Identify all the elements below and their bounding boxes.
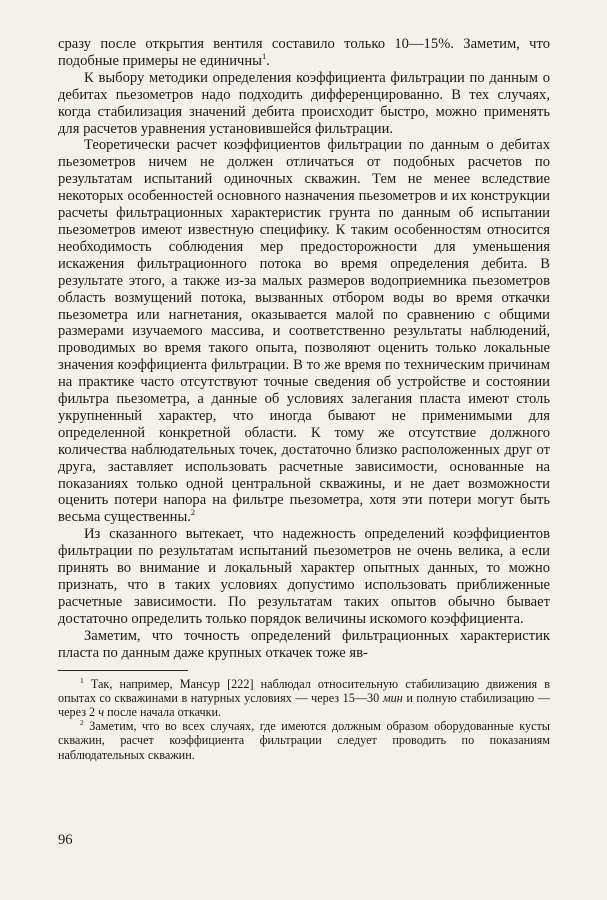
paragraph-5: Заметим, что точность определений фильтрационных характеристик пласта по данным даже крупных откачек тоже яв-	[58, 627, 550, 661]
page-number: 96	[58, 832, 73, 848]
paragraph-3: Теоретически расчет коэффициентов фильтрации по данным о дебитах пьезометров ничем не должен отличаться от подобных расчетов по результатам испытаний одиночных скважин. Тем не менее вследствие некоторых особенностей основного назначения пьезометров и их конструкции расчеты фильтрационных характеристик грунта по данным об испытании пьезометров имеют известную специфику. К таким особенностям относится необходимость соблюдения мер предосторожности для уменьшения искажения фильтрационного потока во время определения дебита. В результате этого, а также из-за малых размеров водоприемника пьезометров область возмущений потока, вызванных отбором воды во время откачки пьезометра или нагнетания, оказывается малой по сравнению с общими размерами изучаемого массива, и соответственно результаты наблюдений, проводимых во время такого опыта, позволяют оценить только локальные значения коэффициента фильтрации. В то же время по техническим причинам на практике часто отсутствуют точные сведения об устройстве и состоянии фильтра пьезометра, а данные об условиях залегания пласта имеют столь укрупненный характер, что иногда бывают не применимыми для определенной конкретной области. К тому же отсутствие должного количества наблюдательных точек, достаточно близко расположенных друг от друга, заставляет использовать расчетные зависимости, основанные на показаниях только одной центральной скважины, и не дает возможности оценить потери напора на фильтре пьезометра, хотя эти потери могут быть весьма существенны.$^2$	[58, 137, 550, 526]
footnote-2: $^2$ Заметим, что во всех случаях, где имеются должным образом оборудованные кусты скважин, расчет коэффициента фильтрации следует проводить по показаниям наблюдательных скважин.	[58, 718, 550, 762]
paragraph-2: К выбору методики определения коэффициента фильтрации по данным о дебитах пьезометров надо подходить дифференцированно. В тех случаях, когда стабилизация значений дебита происходит быстро, можно применять для расчетов уравнения установившейся фильтрации.	[58, 69, 550, 137]
footnote-marker-1: 1	[80, 675, 84, 685]
paragraph-4: Из сказанного вытекает, что надежность определений коэффициентов фильтрации по результатам испытаний пьезометров не очень велика, а если принять во внимание и локальный характер опытных данных, то можно признать, что в таких условиях допустимо использовать приближенные расчетные зависимости. По результатам таких опытов обычно бывает достаточно определить только порядок величины искомого коэффициента.	[58, 526, 550, 627]
paragraph-1: сразу после открытия вентиля составило только 10—15%. Заметим, что подобные примеры не единичны$^1$.	[58, 36, 550, 69]
footnote-ref-1: 1	[262, 51, 267, 62]
footnote-divider	[58, 670, 188, 671]
page-body	[58, 36, 550, 762]
footnote-marker-2: 2	[80, 718, 84, 728]
footnote-1: $^1$ Так, например, Мансур [222] наблюдал относительную стабилизацию движения в опытах со скважинами в натурных условиях — через 15—30 мин и полную стабилизацию — через 2 ч после начала откачки.	[58, 675, 551, 719]
footnote-ref-2: 2	[190, 507, 196, 518]
